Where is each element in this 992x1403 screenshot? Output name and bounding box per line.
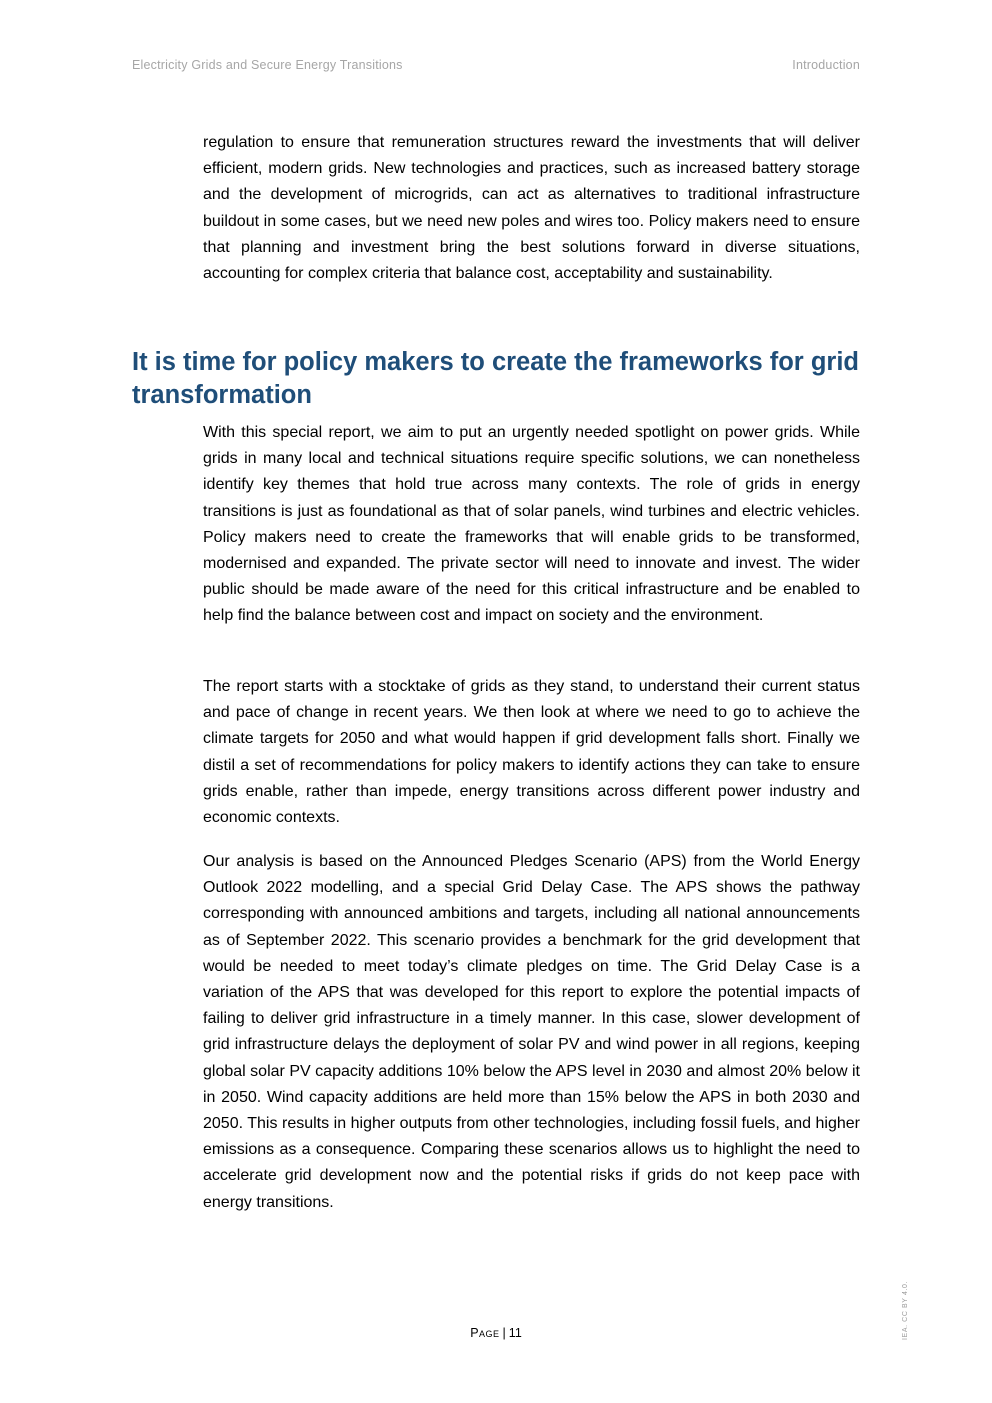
page-label: Page <box>470 1326 500 1340</box>
page-separator: | <box>502 1326 506 1340</box>
page-number: 11 <box>508 1326 522 1340</box>
page-footer <box>0 1326 992 1340</box>
section-heading: It is time for policy makers to create the frameworks for grid transformation <box>132 348 859 409</box>
header-chapter-title: Introduction <box>792 58 860 72</box>
body-paragraph: The report starts with a stocktake of grids as they stand, to understand their current status and pace of change in recent years. We then look at where we need to go to achieve the climate targets for 2050 and what would happen if grid development falls short. Finally we distil a set of recommendations for policy makers to identify actions they can take to ensure grids enable, rather than impede, energy transitions across different power industry and economic contexts. <box>203 678 860 827</box>
header-report-title: Electricity Grids and Secure Energy Transitions <box>132 58 403 72</box>
body-paragraph: Our analysis is based on the Announced Pledges Scenario (APS) from the World Energy Outlook 2022 modelling, and a special Grid Delay Case. The APS shows the pathway corresponding with announced ambitions and targets, including all national announcements as of September 2022. This scenario provides a benchmark for the grid development that would be needed to meet today’s climate pledges on time. The Grid Delay Case is a variation of the APS that was developed for this report to explore the potential impacts of failing to deliver grid infrastructure in a timely manner. In this case, slower development of grid infrastructure delays the deployment of solar PV and wind power in all regions, keeping global solar PV capacity additions 10% below the APS level in 2030 and almost 20% below it in 2050. Wind capacity additions are held more than 15% below the APS in both 2030 and 2050. This results in higher outputs from other technologies, including fossil fuels, and higher emissions as a consequence. Comparing these scenarios allows us to highlight the need to accelerate grid development now and the potential risks if grids do not keep pace with energy transitions. <box>203 853 860 1211</box>
license-notice: IEA. CC BY 4.0. <box>902 1280 909 1340</box>
running-header <box>132 58 860 72</box>
intro-paragraph: regulation to ensure that remuneration structures reward the investments that will deliver efficient, modern grids. New technologies and practices, such as increased battery storage and the development of microgrids, can act as alternatives to traditional infrastructure buildout in some cases, but we need new poles and wires too. Policy makers need to ensure that planning and investment bring the best solutions forward in diverse situations, accounting for complex criteria that balance cost, acceptability and sustainability. <box>203 134 860 283</box>
body-paragraph: With this special report, we aim to put an urgently needed spotlight on power grids. While grids in many local and technical situations require specific solutions, we can nonetheless identify key themes that hold true across many contexts. The role of grids in energy transitions is just as foundational as that of solar panels, wind turbines and electric vehicles. Policy makers need to create the frameworks that will enable grids to be transformed, modernised and expanded. The private sector will need to innovate and invest. The wider public should be made aware of the need for this critical infrastructure and be enabled to help find the balance between cost and impact on society and the environment. <box>203 424 860 625</box>
